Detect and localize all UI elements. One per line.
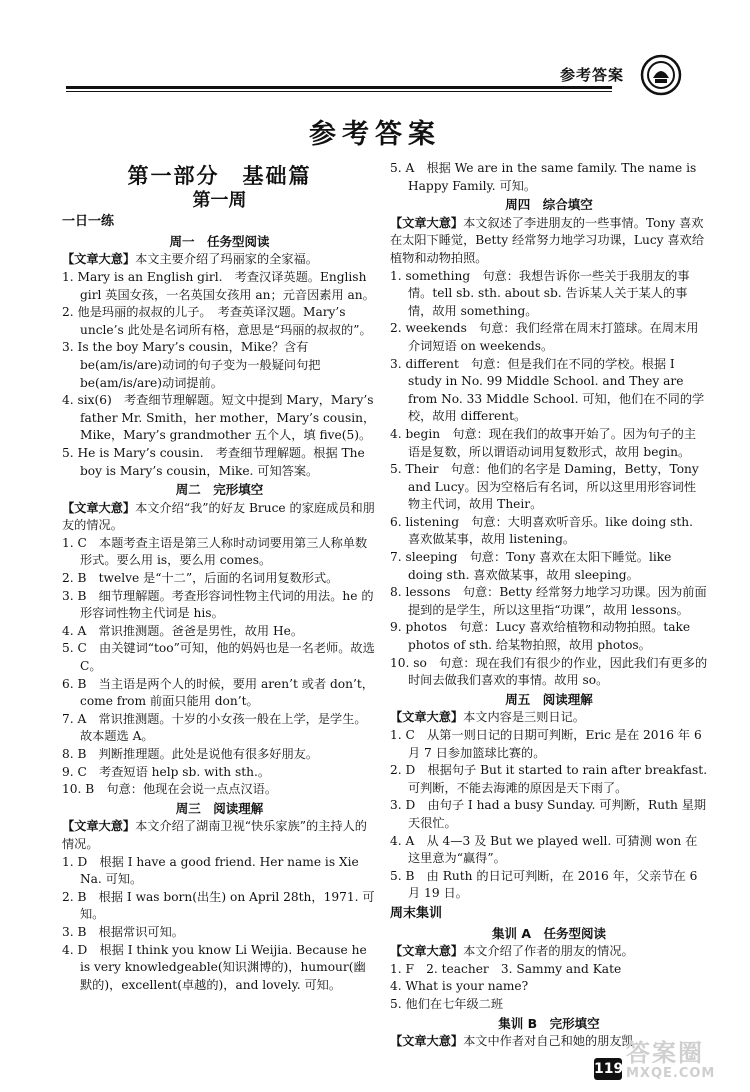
header-rule-thick [66, 86, 612, 89]
thursday-summary: 【文章大意】本文叙述了李进朋友的一些事情。Tony 喜欢在太阳下睡觉，Betty 经常努力地学习功课，Lucy 喜欢给植物和动物拍照。 [390, 215, 705, 265]
list-item: 8. B 判断推理题。此处是说他有很多好朋友。 [62, 747, 319, 761]
list-item: 4. A 从 4—3 及 But we played well. 可猜测 won 在这里意为“赢得”。 [390, 833, 698, 866]
list-item: 7. A 常识推测题。十岁的小女孩一般在上学，是学生。故本题选 A。 [62, 711, 367, 744]
section-title: 一日一练 [62, 214, 115, 230]
friday-title: 周五 阅读理解 [505, 691, 593, 707]
list-item: 4. D 根据 I think you know Li Weijia. Because he is very knowledgeable(知识渊博的)，humour(幽默的)，excellent(卓越的)，and lovely. 可知。 [62, 942, 367, 992]
list-item: 3. D 由句子 I had a busy Sunday. 可判断，Ruth 星期天很忙。 [390, 798, 707, 830]
list-item: 2. B twelve 是“十二”，后面的名词用复数形式。 [62, 571, 339, 586]
monday-summary: 【文章大意】本文主要介绍了玛丽家的全家福。 [62, 252, 318, 267]
page-title: 参考答案 [309, 119, 441, 150]
list-item: 9. C 考查短语 help sb. with sth.。 [62, 764, 271, 779]
list-item: 9. photos 句意：Lucy 喜欢给植物和动物拍照。take photos of sth. 给某物拍照，故用 photos。 [390, 620, 691, 653]
part-title: 第一部分 基础篇 [127, 164, 312, 188]
week-title: 第一周 [192, 189, 247, 211]
tuesday-title: 周二 完形填空 [175, 482, 264, 498]
watermark [626, 1040, 744, 1088]
list-item: 8. lessons 句意：Betty 经常努力地学习功课。因为前面提到的是学生，所以这里指“功课”，故用 lessons。 [390, 585, 707, 617]
monday-title: 周一 任务型阅读 [169, 233, 270, 249]
page-header [66, 60, 686, 96]
set-b-title: 集训 B 完形填空 [498, 1015, 600, 1031]
watermark-cn: 答案圈 [626, 1039, 704, 1067]
set-a-title: 集训 A 任务型阅读 [491, 925, 607, 941]
page-number: 119 [594, 1058, 622, 1080]
list-item: 5. C 由关键词“too”可知，他的妈妈也是一名老师。故选 C。 [62, 641, 375, 674]
list-item: 2. weekends 句意：我们经常在周末打篮球。在周末用介词短语 on weekends。 [390, 321, 699, 353]
list-item: 1. Mary is an English girl. 考查汉译英题。English girl 英国女孩，一名英国女孩用 an；元音因素用 an。 [62, 269, 375, 302]
list-item: 5. 他们在七年级二班 [390, 996, 504, 1011]
list-item: 1. F 2. teacher 3. Sammy and Kate [390, 961, 622, 976]
set-b-summary: 【文章大意】本文中作者对自己和她的朋友凯 [390, 1034, 634, 1049]
list-item: 1. C 本题考查主语是第三人称时动词要用第三人称单数形式。要么用 is，要么用 comes。 [62, 535, 368, 568]
list-item: 4. A 常识推测题。爸爸是男性，故用 He。 [62, 623, 304, 638]
list-item: 3. B 根据常识可知。 [62, 924, 184, 939]
list-item: 7. sleeping 句意：Tony 喜欢在太阳下睡觉。like doing sth. 喜欢做某事，故用 sleeping。 [390, 550, 672, 582]
tuesday-summary: 【文章大意】本文介绍“我”的好友 Bruce 的家庭成员和朋友的情况。 [62, 500, 375, 533]
list-item: 5. He is Mary’s cousin. 考查细节理解题。根据 The boy is Mary’s cousin，Mike. 可知答案。 [62, 445, 365, 478]
list-item: 5. B 由 Ruth 的日记可判断，在 2016 年，父亲节在 6 月 19 日。 [390, 868, 698, 901]
list-item: 10. so 句意：现在我们有很少的作业，因此我们有更多的时间去做我们喜欢的事情。故用 so。 [390, 655, 708, 688]
list-item: 2. D 根据句子 But it started to rain after breakfast. 可判断，不能去海滩的原因是天下雨了。 [390, 763, 708, 795]
right-column [390, 160, 708, 1051]
wednesday-summary: 【文章大意】本文介绍了湖南卫视“快乐家族”的主持人的情况。 [62, 819, 367, 851]
list-item: 6. B 当主语是两个人的时候，要用 aren’t 或者 don’t，come from 前面只能用 don’t。 [62, 676, 374, 709]
list-item: 2. 他是玛丽的叔叔的儿子。 考查英译汉题。Mary’s uncle’s 此处是名词所有格，意思是“玛丽的叔叔的”。 [62, 305, 372, 337]
list-item: 3. Is the boy Mary’s cousin，Mike？含有 be(am/is/are)动词的句子变为一般疑问句把 be(am/is/are)动词提前。 [62, 340, 321, 390]
header-rule-thin [66, 91, 612, 92]
left-column [62, 160, 377, 994]
list-item: 1. D 根据 I have a good friend. Her name is Xie Na. 可知。 [62, 854, 359, 887]
publisher-logo-icon [640, 54, 682, 96]
list-item: 5. A 根据 We are in the same family. The name is Happy Family. 可知。 [390, 161, 697, 193]
list-item: 2. B 根据 I was born(出生) on April 28th，1971. 可知。 [62, 889, 375, 922]
weekend-section-title: 周末集训 [390, 905, 443, 921]
list-item: 5. Their 句意：他们的名字是 Daming，Betty，Tony and Lucy。因为空格后有名词，所以这里用形容词性物主代词，故用 Their。 [390, 462, 699, 512]
header-label: 参考答案 [554, 64, 624, 85]
friday-summary: 【文章大意】本文内容是三则日记。 [390, 710, 585, 725]
set-a-summary: 【文章大意】本文介绍了作者的朋友的情况。 [390, 944, 634, 959]
thursday-title: 周四 综合填空 [505, 197, 593, 213]
list-item: 4. What is your name? [390, 979, 529, 994]
wednesday-title: 周三 阅读理解 [175, 800, 264, 816]
list-item: 3. B 细节理解题。考查形容词性物主代词的用法。he 的形容词性物主代词是 his。 [62, 588, 374, 621]
watermark-en: MXQE.COM [626, 1066, 716, 1081]
list-item: 4. begin 句意：现在我们的故事开始了。因为句子的主语是复数，所以谓语动词用复数形式，故用 begin。 [390, 426, 697, 459]
list-item: 4. six(6) 考查细节理解题。短文中提到 Mary，Mary’s father Mr. Smith，her mother，Mary’s cousin，Mike，Mary’s grandmother 五个人，填 five(5)。 [62, 393, 376, 443]
list-item: 1. C 从第一则日记的日期可判断，Eric 是在 2016 年 6 月 7 日参加篮球比赛的。 [390, 728, 702, 760]
list-item: 6. listening 句意：大明喜欢听音乐。like doing sth. 喜欢做某事，故用 listening。 [390, 514, 694, 547]
list-item: 1. something 句意：我想告诉你一些关于我朋友的事情。tell sb. sth. about sb. 告诉某人关于某人的事情，故用 something。 [390, 268, 690, 318]
list-item: 3. different 句意：但是我们在不同的学校。根据 I study in No. 99 Middle School. and They are from No. 33 Middle School. 可知，他们在不同的学校，故用 different。 [390, 356, 705, 424]
list-item: 10. B 句意：他现在会说一点点汉语。 [62, 782, 278, 797]
